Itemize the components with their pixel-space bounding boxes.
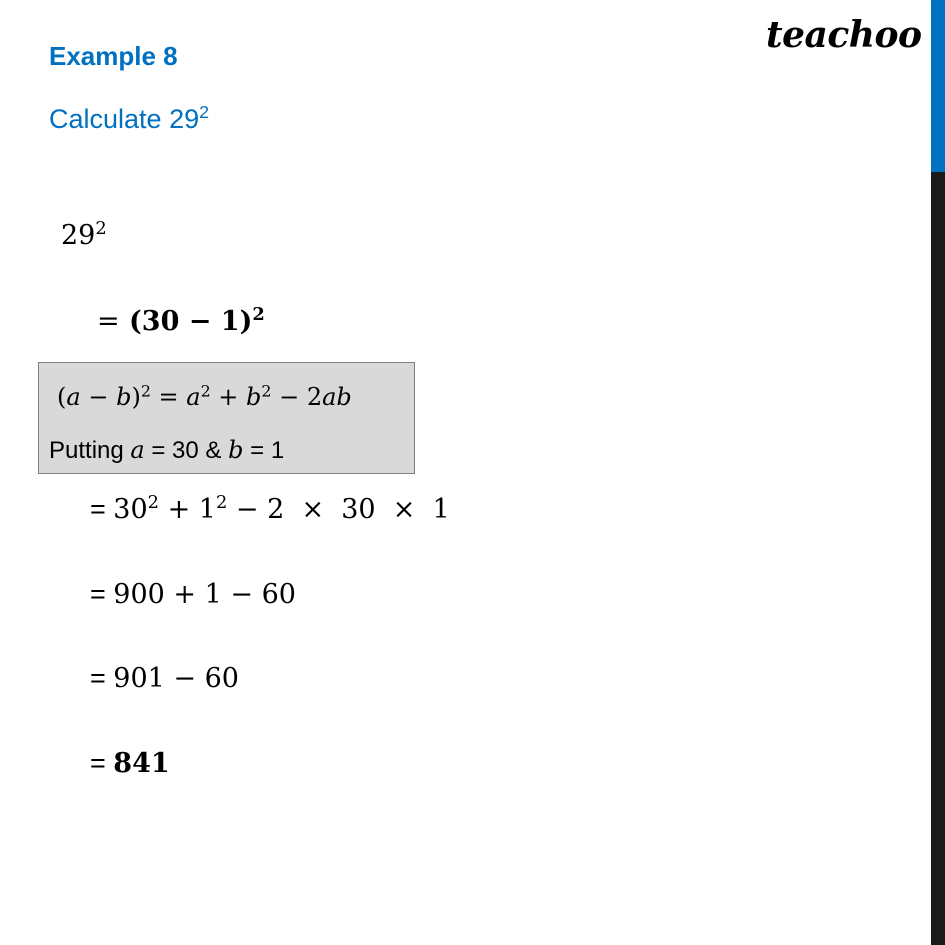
step-rewrite-expr: (30 − 1) bbox=[129, 306, 253, 337]
step-square-base: 29 bbox=[61, 220, 96, 251]
formula-rhs-b: b bbox=[246, 383, 262, 411]
formula-paren-close: ) bbox=[131, 383, 141, 411]
formula-rhs-tail: − 2 bbox=[271, 383, 323, 411]
identity-formula bbox=[57, 383, 352, 411]
putting-end: = 1 bbox=[243, 437, 285, 464]
step-simplify-expr: 901 − 60 bbox=[113, 663, 239, 694]
step-rewrite-eq: = bbox=[97, 306, 120, 337]
formula-rhs-ab: ab bbox=[322, 383, 352, 411]
question-text bbox=[49, 104, 209, 135]
step-expand-rest: − 2 × 30 × 1 bbox=[227, 494, 450, 525]
substitution-note bbox=[49, 436, 284, 465]
question-label: Calculate 29 bbox=[49, 104, 200, 134]
step-rewrite bbox=[97, 306, 265, 337]
step-simplify bbox=[90, 663, 239, 694]
step-expand-b: 1 bbox=[198, 494, 216, 525]
step-square bbox=[61, 220, 107, 251]
formula-rhs-a: a bbox=[186, 383, 201, 411]
step-rewrite-exp: 2 bbox=[252, 304, 265, 326]
formula-paren-open: ( bbox=[57, 383, 67, 411]
putting-label: Putting bbox=[49, 437, 131, 464]
formula-var-a: a bbox=[66, 383, 81, 411]
formula-minus: − bbox=[80, 383, 117, 411]
teachoo-logo: teachoo bbox=[766, 14, 922, 56]
question-exponent: 2 bbox=[199, 102, 210, 123]
step-expand-plus: + bbox=[158, 494, 199, 525]
step-evaluate bbox=[90, 579, 296, 610]
formula-rhs-b-exp: 2 bbox=[261, 381, 272, 401]
formula-var-b: b bbox=[116, 383, 132, 411]
putting-var-b: b bbox=[228, 436, 244, 464]
step-square-exp: 2 bbox=[95, 218, 107, 240]
putting-mid: = 30 & bbox=[144, 437, 229, 464]
step-result bbox=[90, 748, 170, 779]
step-evaluate-eq: = bbox=[90, 579, 114, 609]
step-expand-a: 30 bbox=[113, 494, 148, 525]
formula-equals: = bbox=[150, 383, 187, 411]
formula-rhs-plus: + bbox=[210, 383, 247, 411]
step-expand-exp-b: 2 bbox=[215, 492, 228, 514]
scrollbar-thumb[interactable] bbox=[931, 0, 945, 172]
example-heading: Example 8 bbox=[49, 41, 178, 71]
step-evaluate-expr: 900 + 1 − 60 bbox=[113, 579, 296, 610]
step-result-eq: = bbox=[90, 748, 114, 778]
formula-box bbox=[38, 362, 415, 474]
step-expand-exp-a: 2 bbox=[147, 492, 159, 514]
putting-var-a: a bbox=[130, 436, 145, 464]
formula-rhs-a-exp: 2 bbox=[200, 381, 211, 401]
formula-lhs-exp: 2 bbox=[140, 381, 151, 401]
step-expand-eq: = bbox=[90, 494, 114, 524]
final-answer: 841 bbox=[113, 748, 170, 779]
step-simplify-eq: = bbox=[90, 663, 114, 693]
step-expand bbox=[90, 494, 450, 525]
